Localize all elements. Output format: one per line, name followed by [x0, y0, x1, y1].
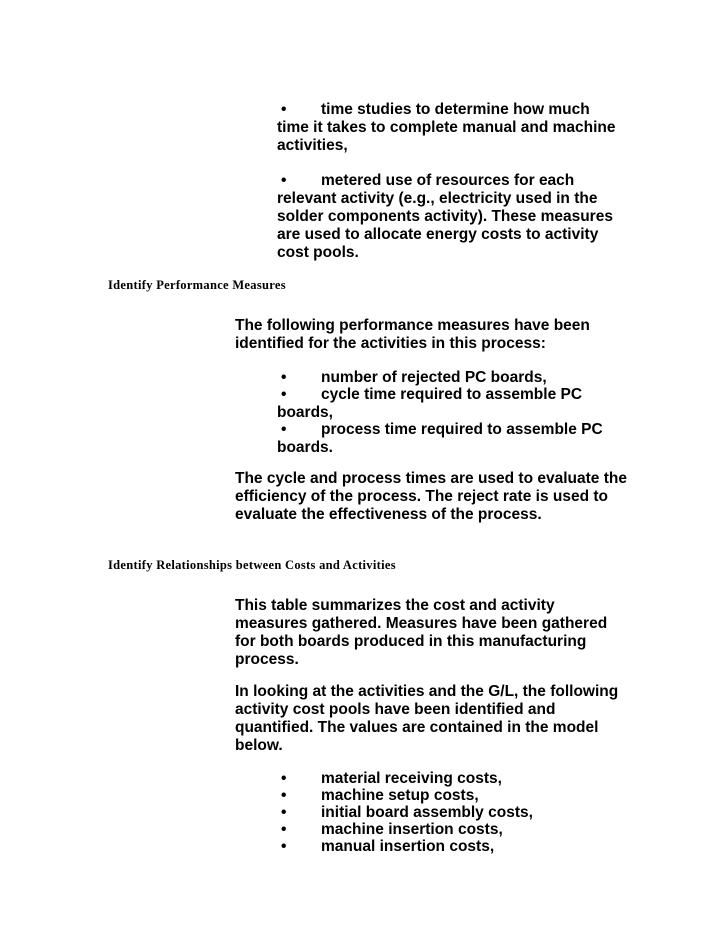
list-item-text: metered use of resources for each relevant activity (e.g., electricity used in the solder components activity). These measures are used to allocate energy costs to activity cost pools.	[277, 172, 613, 261]
paragraph: The following performance measures have been identified for the activities in this process:	[235, 317, 590, 352]
list-item-text: machine insertion costs,	[321, 821, 503, 838]
paragraph: This table summarizes the cost and activity measures gathered. Measures have been gathered for both boards produced in this manufacturing process.	[235, 597, 608, 668]
list-item	[277, 101, 622, 155]
bullet-icon: •	[281, 787, 287, 804]
list-item-text: cycle time required to assemble PC boards,	[277, 386, 583, 421]
list-item-text: process time required to assemble PC boards.	[277, 421, 603, 456]
list-item-text: initial board assembly costs,	[321, 804, 533, 821]
section-heading-relationships: Identify Relationships between Costs and Activities	[108, 558, 396, 572]
paragraph: The cycle and process times are used to evaluate the efficiency of the process. The reject rate is used to evaluate the effectiveness of the process.	[235, 470, 627, 523]
list-item-text: material receiving costs,	[321, 770, 502, 787]
bullet-icon: •	[281, 172, 287, 189]
bullet-icon: •	[281, 821, 287, 838]
bullet-icon: •	[281, 770, 287, 787]
list-item-text: time studies to determine how much time it takes to complete manual and machine activities,	[277, 101, 616, 154]
bullet-icon: •	[281, 838, 287, 855]
bullet-icon: •	[281, 386, 287, 403]
bullet-icon: •	[281, 804, 287, 821]
list-item	[277, 386, 622, 422]
bullet-icon: •	[281, 421, 287, 438]
bullet-icon: •	[281, 369, 287, 386]
list-item-text: manual insertion costs,	[321, 838, 495, 855]
list-item-text: machine setup costs,	[321, 787, 479, 804]
list-item	[277, 421, 622, 457]
bullet-icon: •	[281, 101, 287, 118]
list-item	[277, 172, 622, 262]
list-item-text: number of rejected PC boards,	[321, 369, 547, 386]
paragraph: In looking at the activities and the G/L, the following activity cost pools have been identified and quantified. The values are contained in the model below.	[235, 683, 619, 754]
list-item	[277, 369, 622, 387]
section-heading-performance: Identify Performance Measures	[108, 278, 286, 292]
